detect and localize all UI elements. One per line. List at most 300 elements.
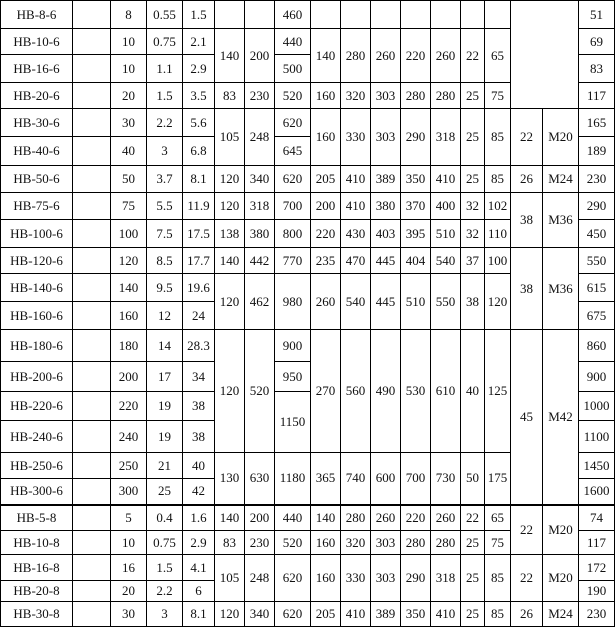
- value-cell: 0.75: [147, 29, 183, 55]
- value-cell: 615: [579, 274, 615, 302]
- value-cell: 290: [401, 109, 431, 166]
- value-cell: 190: [579, 581, 615, 602]
- value-cell: 800: [275, 220, 311, 248]
- value-cell: 500: [275, 55, 311, 83]
- value-cell: 303: [371, 109, 401, 166]
- value-cell: 120: [485, 274, 511, 330]
- value-cell: 340: [245, 166, 275, 193]
- value-cell: 25: [461, 166, 485, 193]
- model-cell: HB-300-6: [1, 479, 73, 505]
- value-cell: 248: [245, 555, 275, 602]
- model-cell: HB-50-6: [1, 166, 73, 193]
- value-cell: 220: [401, 505, 431, 531]
- value-cell: 230: [245, 83, 275, 109]
- value-cell: 7.5: [147, 220, 183, 248]
- table-row: [1, 602, 615, 627]
- value-cell: 320: [341, 531, 371, 555]
- value-cell: [73, 555, 111, 581]
- value-cell: 117: [579, 83, 615, 109]
- value-cell: 140: [215, 505, 245, 531]
- value-cell: 189: [579, 137, 615, 166]
- value-cell: 9.5: [147, 274, 183, 302]
- value-cell: 370: [401, 193, 431, 220]
- value-cell: M24: [543, 602, 579, 627]
- value-cell: 8.1: [183, 602, 215, 627]
- value-cell: 280: [401, 531, 431, 555]
- value-cell: 330: [341, 555, 371, 602]
- value-cell: 675: [579, 302, 615, 330]
- value-cell: 120: [215, 274, 245, 330]
- value-cell: 620: [275, 166, 311, 193]
- value-cell: 220: [311, 220, 341, 248]
- value-cell: 120: [111, 248, 147, 274]
- value-cell: 3: [147, 602, 183, 627]
- value-cell: 290: [579, 193, 615, 220]
- value-cell: 160: [311, 531, 341, 555]
- value-cell: 16: [111, 555, 147, 581]
- value-cell: 14: [147, 330, 183, 362]
- value-cell: 38: [511, 248, 543, 330]
- table-row: [1, 1, 615, 29]
- value-cell: 620: [275, 602, 311, 627]
- value-cell: 205: [311, 602, 341, 627]
- value-cell: [73, 505, 111, 531]
- value-cell: 440: [275, 505, 311, 531]
- value-cell: 900: [579, 362, 615, 392]
- value-cell: 105: [215, 109, 245, 166]
- value-cell: 2.2: [147, 581, 183, 602]
- value-cell: 410: [341, 193, 371, 220]
- value-cell: 83: [215, 531, 245, 555]
- value-cell: 1450: [579, 453, 615, 479]
- value-cell: 270: [311, 330, 341, 453]
- value-cell: [73, 602, 111, 627]
- value-cell: [511, 1, 579, 109]
- value-cell: 12: [147, 302, 183, 330]
- value-cell: 350: [401, 166, 431, 193]
- value-cell: 560: [341, 330, 371, 453]
- value-cell: 450: [579, 220, 615, 248]
- model-cell: HB-20-8: [1, 581, 73, 602]
- model-cell: HB-20-6: [1, 83, 73, 109]
- value-cell: 8: [111, 1, 147, 29]
- value-cell: 440: [275, 29, 311, 55]
- value-cell: 1.5: [147, 83, 183, 109]
- value-cell: 75: [485, 531, 511, 555]
- value-cell: [73, 302, 111, 330]
- value-cell: 462: [245, 274, 275, 330]
- value-cell: 4.1: [183, 555, 215, 581]
- value-cell: 160: [311, 555, 341, 602]
- value-cell: [371, 1, 401, 29]
- value-cell: 6: [183, 581, 215, 602]
- value-cell: 32: [461, 220, 485, 248]
- value-cell: 50: [461, 453, 485, 505]
- value-cell: 10: [111, 29, 147, 55]
- value-cell: 69: [579, 29, 615, 55]
- value-cell: 280: [401, 83, 431, 109]
- value-cell: 260: [431, 505, 461, 531]
- value-cell: 83: [215, 83, 245, 109]
- value-cell: 17.7: [183, 248, 215, 274]
- value-cell: 17: [147, 362, 183, 392]
- table-row: [1, 109, 615, 137]
- value-cell: 3.5: [183, 83, 215, 109]
- value-cell: 620: [275, 109, 311, 137]
- value-cell: 410: [341, 602, 371, 627]
- model-cell: HB-140-6: [1, 274, 73, 302]
- value-cell: 280: [341, 29, 371, 83]
- value-cell: 2.1: [183, 29, 215, 55]
- value-cell: [73, 29, 111, 55]
- value-cell: 140: [215, 248, 245, 274]
- value-cell: 140: [111, 274, 147, 302]
- value-cell: [73, 581, 111, 602]
- value-cell: 51: [579, 1, 615, 29]
- value-cell: 403: [371, 220, 401, 248]
- value-cell: [73, 531, 111, 555]
- value-cell: 980: [275, 274, 311, 330]
- value-cell: 125: [485, 330, 511, 453]
- value-cell: [215, 1, 245, 29]
- value-cell: 19.6: [183, 274, 215, 302]
- value-cell: 38: [461, 274, 485, 330]
- value-cell: 235: [311, 248, 341, 274]
- value-cell: M20: [543, 555, 579, 602]
- value-cell: 140: [215, 29, 245, 83]
- value-cell: 445: [371, 274, 401, 330]
- value-cell: 5.5: [147, 193, 183, 220]
- value-cell: 740: [341, 453, 371, 505]
- value-cell: 303: [371, 531, 401, 555]
- value-cell: 11.9: [183, 193, 215, 220]
- value-cell: 520: [275, 83, 311, 109]
- value-cell: 630: [245, 453, 275, 505]
- value-cell: 25: [461, 555, 485, 602]
- value-cell: 83: [579, 55, 615, 83]
- value-cell: [73, 330, 111, 362]
- table-row: [1, 193, 615, 220]
- value-cell: [431, 1, 461, 29]
- value-cell: 1180: [275, 453, 311, 505]
- value-cell: 248: [245, 109, 275, 166]
- value-cell: M42: [543, 330, 579, 505]
- value-cell: 260: [311, 274, 341, 330]
- value-cell: 3.7: [147, 166, 183, 193]
- value-cell: 303: [371, 83, 401, 109]
- value-cell: 25: [147, 479, 183, 505]
- value-cell: 2.9: [183, 55, 215, 83]
- value-cell: 105: [215, 555, 245, 602]
- value-cell: 303: [371, 555, 401, 602]
- spec-table-body: [1, 1, 615, 627]
- value-cell: 8.5: [147, 248, 183, 274]
- value-cell: 350: [401, 602, 431, 627]
- value-cell: 85: [485, 602, 511, 627]
- value-cell: 520: [275, 531, 311, 555]
- value-cell: 22: [461, 505, 485, 531]
- value-cell: 200: [245, 29, 275, 83]
- value-cell: 25: [461, 602, 485, 627]
- value-cell: 5: [111, 505, 147, 531]
- value-cell: 160: [311, 83, 341, 109]
- value-cell: 26: [511, 602, 543, 627]
- value-cell: 180: [111, 330, 147, 362]
- value-cell: 160: [111, 302, 147, 330]
- value-cell: 160: [311, 109, 341, 166]
- value-cell: 520: [245, 330, 275, 453]
- value-cell: 510: [431, 220, 461, 248]
- value-cell: 200: [311, 193, 341, 220]
- model-cell: HB-40-6: [1, 137, 73, 166]
- value-cell: 5.6: [183, 109, 215, 137]
- value-cell: 700: [401, 453, 431, 505]
- value-cell: 38: [183, 421, 215, 453]
- value-cell: 510: [401, 274, 431, 330]
- value-cell: 320: [341, 83, 371, 109]
- model-cell: HB-220-6: [1, 392, 73, 421]
- value-cell: 20: [111, 83, 147, 109]
- value-cell: 38: [183, 392, 215, 421]
- value-cell: 395: [401, 220, 431, 248]
- value-cell: 0.75: [147, 531, 183, 555]
- value-cell: 8.1: [183, 166, 215, 193]
- value-cell: 260: [371, 505, 401, 531]
- value-cell: 3: [147, 137, 183, 166]
- model-cell: HB-75-6: [1, 193, 73, 220]
- value-cell: 25: [461, 109, 485, 166]
- value-cell: 20: [111, 581, 147, 602]
- value-cell: 1000: [579, 392, 615, 421]
- value-cell: 400: [431, 193, 461, 220]
- value-cell: 140: [311, 505, 341, 531]
- value-cell: [73, 274, 111, 302]
- model-cell: HB-120-6: [1, 248, 73, 274]
- value-cell: 220: [111, 392, 147, 421]
- value-cell: [73, 479, 111, 505]
- value-cell: 130: [215, 453, 245, 505]
- value-cell: 1150: [275, 392, 311, 453]
- value-cell: 19: [147, 421, 183, 453]
- value-cell: 19: [147, 392, 183, 421]
- value-cell: 260: [371, 29, 401, 83]
- value-cell: 120: [215, 166, 245, 193]
- table-row: [1, 166, 615, 193]
- value-cell: 300: [111, 479, 147, 505]
- value-cell: 102: [485, 193, 511, 220]
- value-cell: [485, 1, 511, 29]
- value-cell: 21: [147, 453, 183, 479]
- value-cell: 25: [461, 531, 485, 555]
- value-cell: [73, 220, 111, 248]
- table-row: [1, 248, 615, 274]
- value-cell: 40: [183, 453, 215, 479]
- value-cell: 2.2: [147, 109, 183, 137]
- value-cell: 318: [245, 193, 275, 220]
- value-cell: 45: [511, 330, 543, 505]
- value-cell: [73, 453, 111, 479]
- value-cell: 950: [275, 362, 311, 392]
- value-cell: 17.5: [183, 220, 215, 248]
- value-cell: [73, 248, 111, 274]
- value-cell: 318: [431, 109, 461, 166]
- value-cell: 389: [371, 166, 401, 193]
- value-cell: 6.8: [183, 137, 215, 166]
- value-cell: 117: [579, 531, 615, 555]
- value-cell: [73, 392, 111, 421]
- value-cell: 280: [431, 83, 461, 109]
- value-cell: 1.5: [147, 555, 183, 581]
- model-cell: HB-16-6: [1, 55, 73, 83]
- value-cell: 40: [461, 330, 485, 453]
- value-cell: [73, 83, 111, 109]
- value-cell: 770: [275, 248, 311, 274]
- value-cell: 530: [401, 330, 431, 453]
- model-cell: HB-160-6: [1, 302, 73, 330]
- model-cell: HB-8-6: [1, 1, 73, 29]
- value-cell: 85: [485, 555, 511, 602]
- value-cell: 330: [341, 109, 371, 166]
- value-cell: 22: [511, 555, 543, 602]
- value-cell: 600: [371, 453, 401, 505]
- value-cell: M24: [543, 166, 579, 193]
- value-cell: 24: [183, 302, 215, 330]
- value-cell: M20: [543, 109, 579, 166]
- value-cell: 74: [579, 505, 615, 531]
- value-cell: [73, 362, 111, 392]
- value-cell: 2.9: [183, 531, 215, 555]
- model-cell: HB-5-8: [1, 505, 73, 531]
- value-cell: 410: [431, 602, 461, 627]
- value-cell: 120: [215, 602, 245, 627]
- value-cell: 85: [485, 109, 511, 166]
- value-cell: 50: [111, 166, 147, 193]
- value-cell: 250: [111, 453, 147, 479]
- value-cell: 42: [183, 479, 215, 505]
- value-cell: 75: [111, 193, 147, 220]
- value-cell: [401, 1, 431, 29]
- value-cell: 10: [111, 55, 147, 83]
- value-cell: 260: [431, 29, 461, 83]
- value-cell: 230: [245, 531, 275, 555]
- value-cell: 37: [461, 248, 485, 274]
- value-cell: 0.55: [147, 1, 183, 29]
- table-row: [1, 330, 615, 362]
- value-cell: 30: [111, 602, 147, 627]
- value-cell: 120: [215, 330, 245, 453]
- value-cell: 860: [579, 330, 615, 362]
- value-cell: 610: [431, 330, 461, 453]
- value-cell: 22: [461, 29, 485, 83]
- value-cell: 85: [485, 166, 511, 193]
- value-cell: [73, 421, 111, 453]
- value-cell: 205: [311, 166, 341, 193]
- value-cell: 100: [485, 248, 511, 274]
- table-row: [1, 555, 615, 581]
- model-cell: HB-240-6: [1, 421, 73, 453]
- value-cell: [461, 1, 485, 29]
- value-cell: 25: [461, 83, 485, 109]
- value-cell: 442: [245, 248, 275, 274]
- value-cell: 404: [401, 248, 431, 274]
- value-cell: 28.3: [183, 330, 215, 362]
- value-cell: 230: [579, 602, 615, 627]
- value-cell: [73, 137, 111, 166]
- value-cell: 700: [275, 193, 311, 220]
- value-cell: 110: [485, 220, 511, 248]
- value-cell: 172: [579, 555, 615, 581]
- value-cell: 200: [245, 505, 275, 531]
- value-cell: 900: [275, 330, 311, 362]
- value-cell: [73, 193, 111, 220]
- value-cell: [73, 109, 111, 137]
- value-cell: 26: [511, 166, 543, 193]
- model-cell: HB-10-6: [1, 29, 73, 55]
- value-cell: 430: [341, 220, 371, 248]
- value-cell: 120: [215, 193, 245, 220]
- model-cell: HB-180-6: [1, 330, 73, 362]
- model-cell: HB-10-8: [1, 531, 73, 555]
- value-cell: 470: [341, 248, 371, 274]
- value-cell: M36: [543, 193, 579, 248]
- value-cell: 140: [311, 29, 341, 83]
- value-cell: 40: [111, 137, 147, 166]
- value-cell: 1.5: [183, 1, 215, 29]
- value-cell: 540: [431, 248, 461, 274]
- model-cell: HB-30-6: [1, 109, 73, 137]
- value-cell: 490: [371, 330, 401, 453]
- value-cell: 550: [579, 248, 615, 274]
- value-cell: 0.4: [147, 505, 183, 531]
- value-cell: 138: [215, 220, 245, 248]
- value-cell: 389: [371, 602, 401, 627]
- value-cell: 280: [341, 505, 371, 531]
- value-cell: 200: [111, 362, 147, 392]
- value-cell: 165: [579, 109, 615, 137]
- model-cell: HB-200-6: [1, 362, 73, 392]
- value-cell: 1.1: [147, 55, 183, 83]
- value-cell: M36: [543, 248, 579, 330]
- value-cell: [245, 1, 275, 29]
- value-cell: 1600: [579, 479, 615, 505]
- value-cell: 365: [311, 453, 341, 505]
- model-cell: HB-100-6: [1, 220, 73, 248]
- value-cell: 38: [511, 193, 543, 248]
- value-cell: 30: [111, 109, 147, 137]
- value-cell: 540: [341, 274, 371, 330]
- value-cell: 34: [183, 362, 215, 392]
- value-cell: [73, 166, 111, 193]
- value-cell: 645: [275, 137, 311, 166]
- value-cell: 1100: [579, 421, 615, 453]
- value-cell: 290: [401, 555, 431, 602]
- value-cell: [73, 1, 111, 29]
- value-cell: 100: [111, 220, 147, 248]
- value-cell: 22: [511, 109, 543, 166]
- value-cell: 32: [461, 193, 485, 220]
- value-cell: [341, 1, 371, 29]
- value-cell: 65: [485, 29, 511, 83]
- value-cell: 730: [431, 453, 461, 505]
- value-cell: 410: [431, 166, 461, 193]
- value-cell: M20: [543, 505, 579, 555]
- value-cell: 380: [371, 193, 401, 220]
- value-cell: 10: [111, 531, 147, 555]
- value-cell: 22: [511, 505, 543, 555]
- value-cell: 380: [245, 220, 275, 248]
- value-cell: 550: [431, 274, 461, 330]
- value-cell: [311, 1, 341, 29]
